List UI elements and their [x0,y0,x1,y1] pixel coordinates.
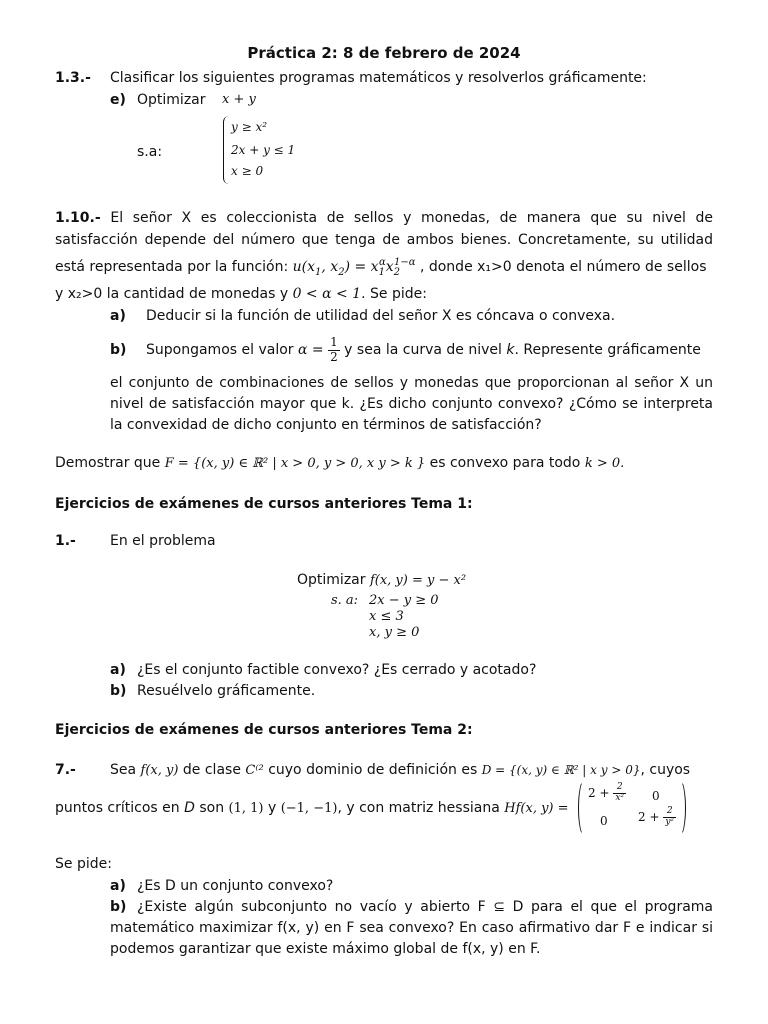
part-label-a: a) [110,308,126,324]
objective-f: f(x, y) = y − x² [369,573,467,588]
objective-function: x + y [222,92,256,107]
optimize-line: Optimizar f(x, y) = y − x² [297,572,467,588]
part-7a-text: ¿Es D un conjunto convexo? [137,878,334,894]
alpha-value: α = [297,342,324,358]
matrix-a12: 0 [652,789,660,803]
one-half-fraction: $\frac{1}{2}$ [330,335,338,364]
part-label-b: b) [110,342,127,358]
exercise-1-10-line2: satisfacción depende del número que tenga de ambos bienes. Concretamente, su utilidad [55,232,713,248]
hessian-matrix [578,780,686,834]
part-b-continuation: el conjunto de combinaciones de sellos y monedas que proporcionan al señor X un nivel de satisfacción mayor que k. ¿Es dicho conjunto convexo? ¿Cómo se interpreta la convexidad de dicho conjunto en términos de satisfacción? [110,375,713,433]
constraint-1-3: x, y ≥ 0 [369,625,420,640]
constraint-2: 2x + y ≤ 1 [231,143,296,157]
part-1a-text: ¿Es el conjunto factible convexo? ¿Es cerrado y acotado? [137,662,537,678]
part-b-line: Supongamos el valor α = $\frac{1}{2}$ y sea la curva de nivel k. Represente gráficamente [146,335,701,364]
exercise-1-10-line4: y x₂>0 la cantidad de monedas y 0 < α < 1. Se pide: [55,286,427,302]
matrix-a21: 0 [600,814,608,828]
hessian-label: Hf(x, y) = [504,801,569,816]
exercise-7-line2: puntos críticos en D son (1, 1) y (−1, −1), y con matriz hessiana Hf(x, y) = [55,800,569,816]
constraint-1: y ≥ x² [231,120,268,134]
exercise-number-1-3: 1.3.- [55,70,91,86]
demo-statement: Demostrar que F = {(x, y) ∈ ℝ² | x > 0, y > 0, x y > k } es convexo para todo k > 0. [55,455,625,471]
set-F: F = {(x, y) ∈ ℝ² | x > 0, y > 0, x y > k } [164,456,426,471]
part-label-1a: a) [110,662,126,678]
exercise-1-intro: En el problema [110,533,216,549]
exercise-number-1: 1.- [55,533,76,549]
part-a-text: Deducir si la función de utilidad del señor X es cóncava o convexa. [146,308,616,324]
constraint-3: x ≥ 0 [231,164,264,178]
part-7b-text: ¿Existe algún subconjunto no vacío y abierto F ⊆ D para el que el programa matemático maximizar f(x, y) en F sea convexo? En caso afirmativo dar F e indicar si podemos garantizar que existe máximo global de f(x, y) en F. [110,899,713,957]
constraint-brace [223,116,230,184]
part-label-e: e) [110,92,126,108]
constraint-1-1: 2x − y ≥ 0 [369,593,439,608]
exercise-number-7: 7.- [55,762,76,778]
part-label-1b: b) [110,683,127,699]
page-title: Práctica 2: 8 de febrero de 2024 [247,44,521,62]
section-heading-tema-2: Ejercicios de exámenes de cursos anteriores Tema 2: [55,722,473,738]
matrix-a22: 2 + $\frac{2}{\text{y²}}$ [638,806,675,827]
part-label-7b: b) [110,899,127,915]
utility-function: $u(x_1$, $x_2) = x_1^\alpha x_2^{1-\alpha}$ [292,257,416,278]
part-e-text: Optimizar [137,92,206,108]
se-pide: Se pide: [55,856,112,872]
exercise-7-line1: Sea f(x, y) de clase C⁽² cuyo dominio de definición es D = {(x, y) ∈ ℝ² | x y > 0}, cuyos [110,762,691,778]
exercise-number-1-10: 1.10.- [55,210,101,226]
exercise-1-3-statement: Clasificar los siguientes programas matemáticos y resolverlos gráficamente: [110,70,647,86]
domain-D: D = {(x, y) ∈ ℝ² | x y > 0} [481,763,641,777]
part-1b-text: Resuélvelo gráficamente. [137,683,316,699]
matrix-a11: 2 + $\frac{2}{\text{x²}}$ [588,782,625,803]
exercise-1-10-line3: está representada por la función: $u(x_1$, $x_2) = x_1^\alpha x_2^{1-\alpha}$ , donde x₁>0 denota el número de sellos [55,257,707,278]
st-label: s.a: [137,144,163,160]
section-heading-tema-1: Ejercicios de exámenes de cursos anteriores Tema 1: [55,496,473,512]
st-label-2: s. a: [331,593,359,608]
constraint-1-2: x ≤ 3 [369,609,404,624]
part-label-7a: a) [110,878,126,894]
exercise-1-10-line1: 1.10.- El señor X es coleccionista de sellos y monedas, de manera que su nivel de [55,210,713,226]
